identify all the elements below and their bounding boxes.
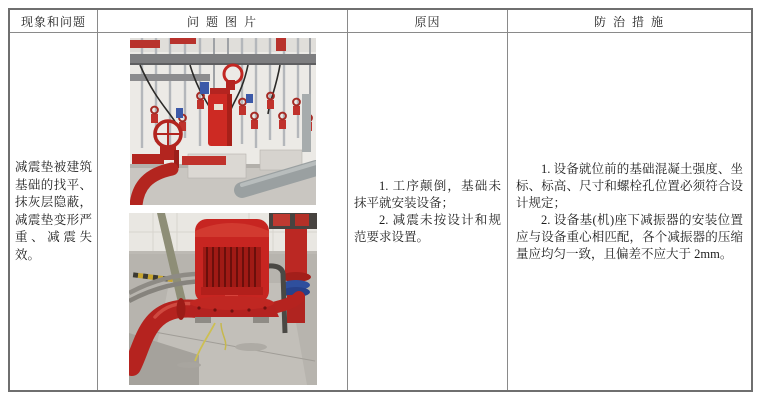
photo-pump-room [130, 38, 316, 205]
header-phenomenon: 现象和问题 [10, 10, 98, 33]
measure-item-1: 1. 设备就位前的基础混凝土强度、坐标、标高、尺寸和螺栓孔位置必须符合设计规定； [516, 161, 743, 210]
cause-cell [348, 33, 508, 390]
phenomenon-text: 减震垫被建筑基础的找平、抹灰层隐蔽，减震垫变形严重、减震失效。 [15, 160, 92, 262]
photo-pump-closeup [129, 213, 317, 385]
photos-cell [98, 33, 348, 390]
header-measures: 防 治 措 施 [508, 10, 751, 33]
header-problem-photos: 问 题 图 片 [98, 10, 348, 33]
cause-item-2: 2. 减震未按设计和规范要求设置。 [354, 212, 501, 244]
measures-cell [508, 33, 751, 390]
measure-item-2: 2. 设备基(机)座下减振器的安装位置应与设备重心相匹配，各个减振器的压缩量应均匀一致，且偏差不应大于 2mm。 [516, 212, 743, 261]
quality-issue-table [8, 8, 753, 392]
phenomenon-cell [10, 33, 98, 390]
cause-item-1: 1. 工序颠倒，基础未抹平就安装设备； [354, 178, 501, 210]
header-cause: 原因 [348, 10, 508, 33]
